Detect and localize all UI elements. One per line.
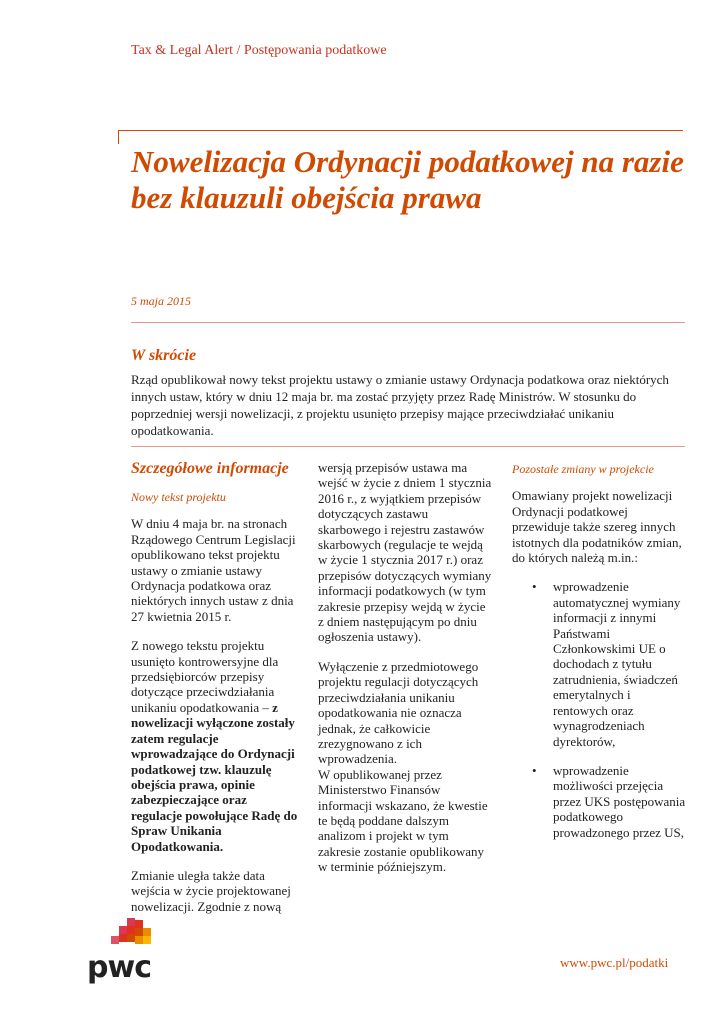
column-left — [131, 460, 301, 928]
header-title: Tax & Legal Alert / Postępowania podatkowe — [131, 43, 387, 58]
list-item — [512, 579, 687, 748]
column-right — [512, 462, 687, 854]
summary-text: Rząd opublikował nowy tekst projektu ustawy o zmianie ustawy Ordynacja podatkowa oraz niektórych innych ustaw, który w dniu 12 maja br. ma zostać przyjęty przez Radę Ministrów. W stosunku do poprzedniej wersji nowelizacji, z projektu usunięto przepisy mające przeciwdziałać unikaniu opodatkowania. — [131, 372, 669, 438]
list-item-text: wprowadzenie automatycznej wymiany informacji z innymi Państwami Członkowskimi UE o dochodach z tytułu zatrudnienia, świadczeń emerytalnych i rentowych oraz wynagrodzeniach dyrektorów, — [553, 579, 681, 749]
details-paragraph — [131, 638, 301, 854]
other-changes-intro: Omawiany projekt nowelizacji Ordynacji podatkowej przewiduje także szereg innych istotnych dla podatników zmian, do których należą m.in.: — [512, 488, 682, 566]
pwc-logo-text: pwc — [87, 950, 151, 985]
bullet-icon: • — [532, 579, 537, 595]
details-paragraph: Wyłączenie z przedmiotowego projektu regulacji dotyczących przeciwdziałania unikaniu opodatkowania nie oznacza jednak, że całkowicie zrezygnowano z ich wprowadzenia. — [318, 658, 479, 767]
details-paragraph-plain: Z nowego tekstu projektu usunięto kontrowersyjne dla przedsiębiorców przepisy dotyczące przeciwdziałania unikaniu opodatkowania – — [131, 638, 279, 715]
other-changes-list — [512, 579, 687, 840]
list-item-text: wprowadzenie możliwości przejęcia przez UKS postępowania podatkowego prowadzonego przez US, — [553, 762, 686, 840]
details-heading: Szczegółowe informacje — [131, 460, 289, 477]
other-changes-subheading: Pozostałe zmiany w projekcie — [512, 462, 654, 476]
column-middle — [318, 460, 493, 889]
details-paragraph: wersją przepisów ustawa ma wejść w życie z dniem 1 stycznia 2016 r., z wyjątkiem przepisów dotyczących zastawu skarbowego i rejestru zastawów skarbowych (regulacje te wejdą w życie 1 stycznia 2017 r.) oraz przepisów dotyczących wymiany informacji podatkowych (w tym zakresie przepisy wejdą w życie z dniem następującym po dniu ogłoszenia ustawy). — [318, 460, 492, 645]
bullet-icon: • — [532, 762, 537, 778]
page-title: Nowelizacja Ordynacji podatkowej na razie bez klauzuli obejścia prawa — [131, 144, 684, 215]
divider — [131, 322, 685, 323]
publication-date: 5 maja 2015 — [131, 294, 191, 308]
footer-link[interactable]: www.pwc.pl/podatki — [560, 955, 669, 970]
summary-heading: W skrócie — [131, 347, 197, 364]
list-item — [512, 763, 687, 840]
details-paragraph-bold: z nowelizacji wyłączone zostały zatem regulacje wprowadzające do Ordynacji podatkowej tzw. klauzulę obejścia prawa, opinie zabezpieczające oraz regulacje powołujące Radę do Spraw Unikania Opodatkowania. — [131, 699, 298, 854]
title-rule-tick — [118, 130, 119, 144]
details-paragraph: W dniu 4 maja br. na stronach Rządowego Centrum Legislacji opublikowano tekst projektu ustawy o zmianie ustawy Ordynacja podatkowa oraz niektórych innych ustaw z dnia 27 kwietnia 2015 r. — [131, 516, 296, 624]
divider — [131, 446, 685, 447]
title-rule — [118, 130, 683, 131]
details-paragraph: Zmianie uległa także data wejścia w życie projektowanej nowelizacji. Zgodnie z nową — [131, 867, 291, 914]
details-paragraph: W opublikowanej przez Ministerstwo Finansów informacji wskazano, że kwestie te będą poddane dalszym analizom i projekt w tym zakresie zostanie opublikowany w terminie późniejszym. — [318, 766, 488, 875]
details-subheading: Nowy tekst projektu — [131, 490, 226, 504]
